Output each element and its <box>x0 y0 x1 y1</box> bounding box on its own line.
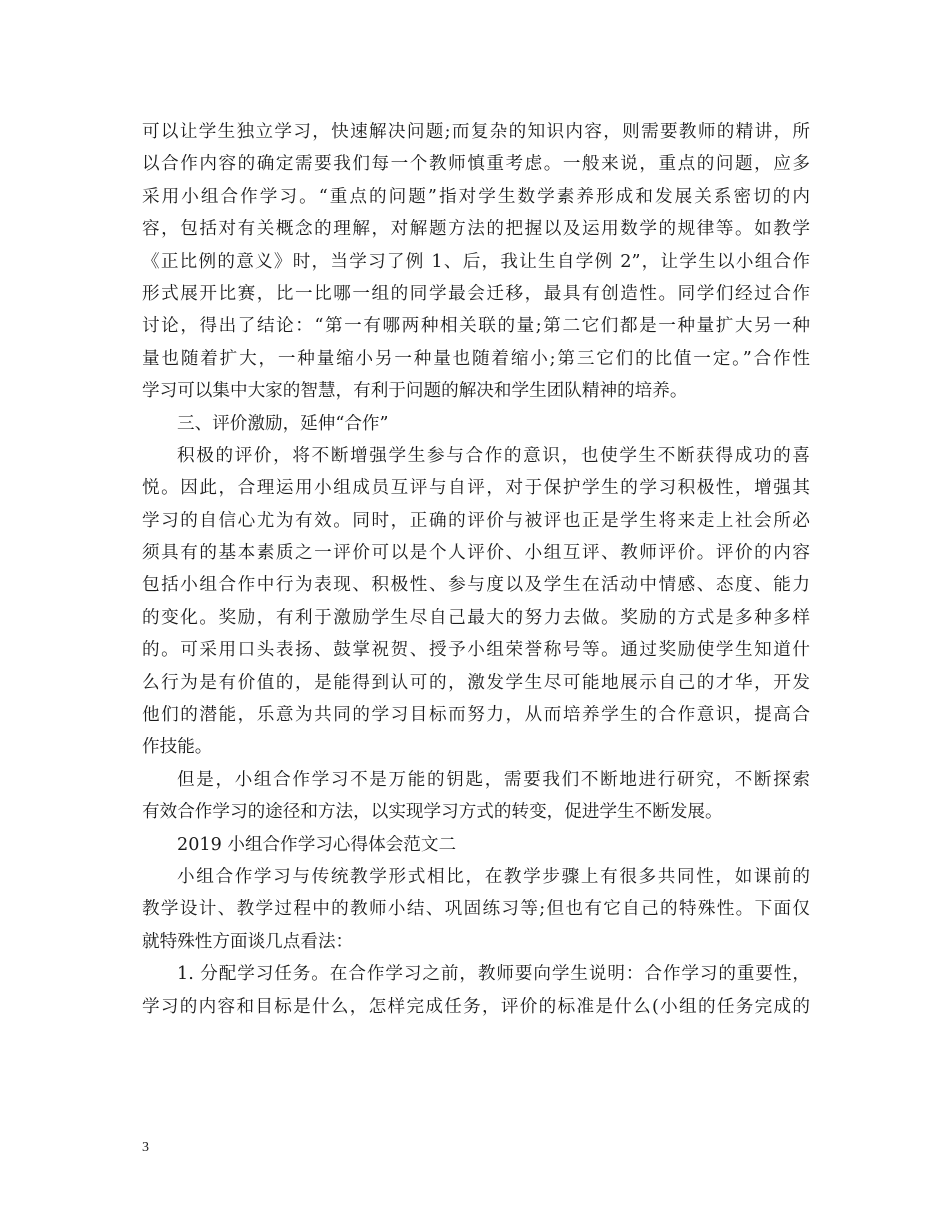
text-line: 的变化。奖励，有利于激励学生尽自己最大的努力去做。奖励的方式是多种多样 <box>142 607 810 628</box>
text-line: 量也随着扩大，一种量缩小另一种量也随着缩小;第三它们的比值一定。”合作性 <box>142 348 810 369</box>
text-line: 但是，小组合作学习不是万能的钥匙，需要我们不断地进行研究，不断探索 <box>177 769 810 790</box>
text-line: 以合作内容的确定需要我们每一个教师慎重考虑。一般来说，重点的问题，应多 <box>142 154 810 175</box>
text-line: 小组合作学习与传统教学形式相比，在教学步骤上有很多共同性，如课前的 <box>177 866 810 887</box>
text-line: 悦。因此，合理运用小组成员互评与自评，对于保护学生的学习积极性，增强其 <box>142 478 810 499</box>
text-line: 可以让学生独立学习，快速解决问题;而复杂的知识内容，则需要教师的精讲，所 <box>142 122 810 142</box>
text-line: 作技能。 <box>142 737 213 758</box>
document-body <box>142 116 810 1023</box>
text-line: 么行为是有价值的，是能得到认可的，激发学生尽可能地展示自己的才华，开发 <box>142 672 810 693</box>
text-line: 包括小组合作中行为表现、积极性、参与度以及学生在活动中情感、态度、能力 <box>142 575 810 596</box>
text-line: 学习的自信心尤为有效。同时，正确的评价与被评也正是学生将来走上社会所必 <box>142 510 810 531</box>
text-line: 就特殊性方面谈几点看法： <box>142 931 354 952</box>
section-heading: 2019 小组合作学习心得体会范文二 <box>177 834 457 855</box>
text-line: 学习的内容和目标是什么，怎样完成任务，评价的标准是什么(小组的任务完成的 <box>142 996 810 1017</box>
text-line: 1. 分配学习任务。在合作学习之前，教师要向学生说明：合作学习的重要性， <box>177 964 810 985</box>
text-line: 学习可以集中大家的智慧，有利于问题的解决和学生团队精神的培养。 <box>142 381 688 402</box>
text-line: 有效合作学习的途径和方法，以实现学习方式的转变，促进学生不断发展。 <box>142 802 723 823</box>
text-line: 讨论，得出了结论：“第一有哪两种相关联的量;第二它们都是一种量扩大另一种 <box>142 316 810 337</box>
text-line: 教学设计、教学过程中的教师小结、巩固练习等;但也有它自己的特殊性。下面仅 <box>142 899 810 920</box>
text-line: 《正比例的意义》时，当学习了例 1、后，我让生自学例 2”，让学生以小组合作 <box>142 251 810 272</box>
text-line: 他们的潜能，乐意为共同的学习目标而努力，从而培养学生的合作意识，提高合 <box>142 705 810 726</box>
text-line: 容，包括对有关概念的理解，对解题方法的把握以及运用数学的规律等。如教学 <box>142 219 810 240</box>
text-line: 形式展开比赛，比一比哪一组的同学最会迁移，最具有创造性。同学们经过合作 <box>142 283 810 304</box>
text-line: 须具有的基本素质之一评价可以是个人评价、小组互评、教师评价。评价的内容 <box>142 543 810 564</box>
section-heading: 三、评价激励，延伸“合作” <box>177 413 389 434</box>
text-line: 积极的评价，将不断增强学生参与合作的意识，也使学生不断获得成功的喜 <box>177 445 810 466</box>
text-line: 采用小组合作学习。“重点的问题”指对学生数学素养形成和发展关系密切的内 <box>142 186 810 207</box>
page-number: 3 <box>142 1140 149 1155</box>
text-line: 的。可采用口头表扬、鼓掌祝贺、授予小组荣誉称号等。通过奖励使学生知道什 <box>142 640 810 661</box>
